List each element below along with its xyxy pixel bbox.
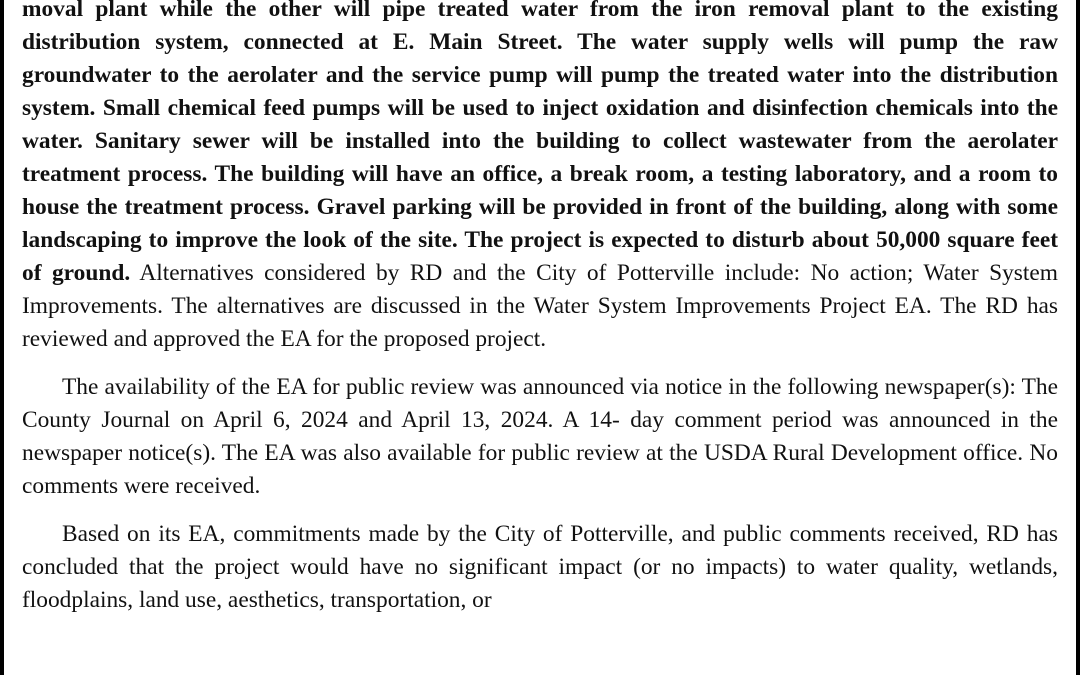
paragraph-conclusion: Based on its EA, commitments made by the City of Potterville, and public comments received, RD has concluded that the project would have no significant impact (or no impacts) to water quality, wetlands, floodplains, land use, aesthetics, transportation, or — [22, 521, 1058, 613]
alternatives-text: Alternatives considered by RD and the City of Potterville include: No action; Water System Improvements. The alternatives are discussed in the Water System Improvements Project EA. The RD has reviewed and approved the EA for the proposed project. — [22, 260, 1058, 352]
paragraph-public-review: The availability of the EA for public review was announced via notice in the following newspaper(s): The County Journal on April 6, 2024 and April 13, 2024. A 14- day comment period was announced in the newspaper notice(s). The EA was also available for public review at the USDA Rural Development office. No comments were received. — [22, 374, 1058, 499]
notice-body — [22, 0, 1058, 632]
paragraph-project-description — [22, 0, 1058, 356]
project-description-bold: moval plant while the other will pipe treated water from the iron removal plant to the existing distribution system, connected at E. Main Street. The water supply wells will pump the raw groundwater to the aerolater and the service pump will pump the treated water into the distribution system. Small chemical feed pumps will be used to inject oxidation and disinfection chemicals into the water. Sanitary sewer will be installed into the building to collect wastewater from the aerolater treatment process. The building will have an office, a break room, a testing laboratory, and a room to house the treatment process. Gravel parking will be provided in front of the building, along with some landscaping to improve the look of the site. The project is expected to disturb about 50,000 square feet of ground. — [22, 0, 1058, 286]
